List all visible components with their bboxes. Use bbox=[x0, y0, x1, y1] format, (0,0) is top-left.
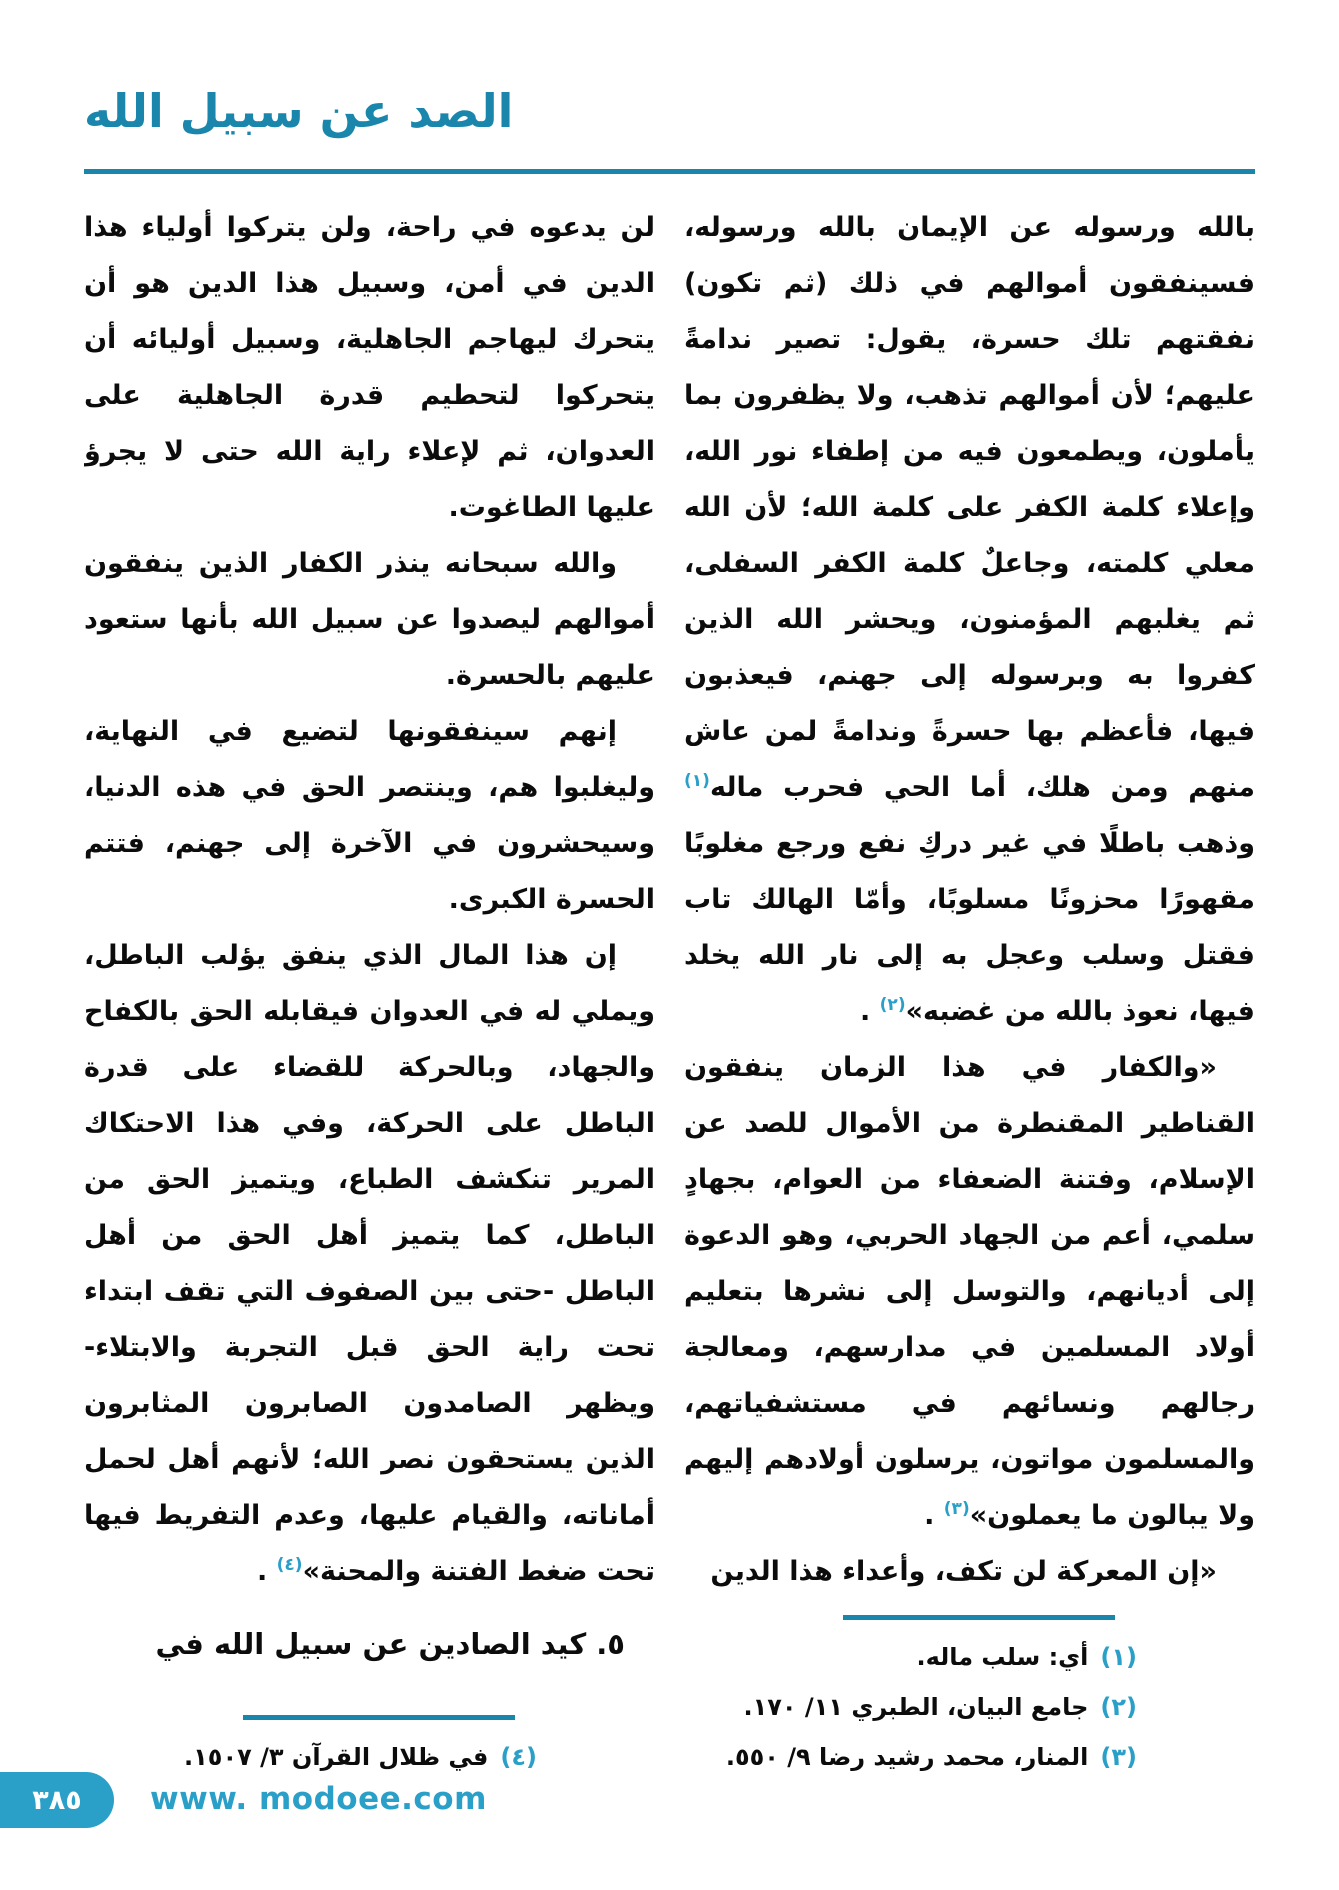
footnote-marker: (٢) bbox=[879, 995, 906, 1015]
footnote bbox=[684, 1682, 1255, 1732]
footnote bbox=[684, 1732, 1255, 1782]
footnote-number: (١) bbox=[1100, 1643, 1137, 1671]
body-paragraph: إن هذا المال الذي ينفق يؤلب الباطل، ويملي له في العدوان فيقابله الحق بالكفاح والجهاد، وبالحركة للقضاء على قدرة الباطل على الحركة، وفي هذا الاحتكاك المرير تنكشف الطباع، ويتميز الحق من الباطل، كما يتميز أهل الحق من أهل الباطل -حتى بين الصفوف التي تقف ابتداء تحت راية الحق قبل التجربة والابتلاء- ويظهر الصامدون الصابرون المثابرون الذين يستحقون نصر الله؛ لأنهم أهل لحمل أماناته، والقيام عليها، وعدم التفريط فيها تحت ضغط الفتنة والمحنة»$^{(٤)}$ . bbox=[84, 940, 655, 1587]
header-rule bbox=[84, 169, 1255, 174]
column-left bbox=[84, 200, 655, 1788]
body-paragraph: والله سبحانه ينذر الكفار الذين ينفقون أموالهم ليصدوا عن سبيل الله بأنها ستعود عليهم بالحسرة. bbox=[84, 548, 655, 691]
body-paragraph: «والكفار في هذا الزمان ينفقون القناطير المقنطرة من الأموال للصد عن الإسلام، وفتنة الضعفاء من العوام، بجهادٍ سلمي، أعم من الجهاد الحربي، وهو الدعوة إلى أديانهم، والتوسل إلى نشرها بتعليم أولاد المسلمين في مدارسهم، ومعالجة رجالهم ونسائهم في مستشفياتهم، والمسلمون مواتون، يرسلون أولادهم إليهم ولا يبالون ما يعملون»$^{(٣)}$ . bbox=[684, 1052, 1255, 1531]
footnote-number: (٤) bbox=[500, 1743, 537, 1771]
column-right bbox=[684, 200, 1255, 1788]
footnote-text: المنار، محمد رشيد رضا ٩/ ٥٥٠. bbox=[725, 1743, 1089, 1771]
body-paragraph: إنهم سينفقونها لتضيع في النهاية، وليغلبوا هم، وينتصر الحق في هذه الدنيا، وسيحشرون في الآخرة إلى جهنم، فتتم الحسرة الكبرى. bbox=[84, 716, 655, 915]
footnote-marker: (١) bbox=[684, 771, 710, 791]
footnote-divider bbox=[843, 1615, 1115, 1620]
footnote-number: (٢) bbox=[1100, 1693, 1137, 1721]
website-url: www. modoee.com bbox=[150, 1781, 487, 1817]
section-heading: ٥. كيد الصادين عن سبيل الله في bbox=[155, 1627, 625, 1661]
footnote-text: جامع البيان، الطبري ١١/ ١٧٠. bbox=[743, 1693, 1089, 1721]
footnote-text: أي: سلب ماله. bbox=[916, 1643, 1089, 1671]
footnote-marker: (٣) bbox=[943, 1499, 970, 1519]
column-right-paragraphs bbox=[684, 200, 1255, 1600]
page-number: ٣٨٥ bbox=[32, 1784, 82, 1816]
footnote bbox=[684, 1632, 1255, 1682]
footnote bbox=[84, 1732, 655, 1782]
column-left-footnotes bbox=[84, 1715, 655, 1788]
footnote-number: (٣) bbox=[1100, 1743, 1137, 1771]
footnote-text: في ظلال القرآن ٣/ ١٥٠٧. bbox=[184, 1743, 489, 1771]
column-left-paragraphs bbox=[84, 200, 655, 1672]
body-paragraph: «إن المعركة لن تكف، وأعداء هذا الدين bbox=[710, 1556, 1217, 1587]
running-head-title: الصد عن سبيل الله bbox=[84, 84, 514, 138]
body-paragraph: بالله ورسوله عن الإيمان بالله ورسوله، فسينفقون أموالهم في ذلك (ثم تكون) نفقتهم تلك حسرة، يقول: تصير ندامةً عليهم؛ لأن أموالهم تذهب، ولا يظفرون بما يأملون، ويطمعون فيه من إطفاء نور الله، وإعلاء كلمة الكفر على كلمة الله؛ لأن الله معلي كلمته، وجاعلٌ كلمة الكفر السفلى، ثم يغلبهم المؤمنون، ويحشر الله الذين كفروا به وبرسوله إلى جهنم، فيعذبون فيها، فأعظم بها حسرةً وندامةً لمن عاش منهم ومن هلك، أما الحي فحرب ماله$^{(١)}$ وذهب باطلًا في غير دركِ نفع ورجع مغلوبًا مقهورًا محزونًا مسلوبًا، وأمّا الهالك تاب فقتل وسلب وعجل به إلى نار الله يخلد فيها، نعوذ بالله من غضبه»$^{(٢)}$ . bbox=[684, 212, 1255, 1027]
footnote-marker: (٤) bbox=[276, 1555, 303, 1575]
column-right-footnotes bbox=[684, 1615, 1255, 1788]
page-number-badge bbox=[0, 1772, 114, 1828]
footnote-divider bbox=[243, 1715, 515, 1720]
body-paragraph: لن يدعوه في راحة، ولن يتركوا أولياء هذا الدين في أمن، وسبيل هذا الدين هو أن يتحرك ليهاجم الجاهلية، وسبيل أوليائه أن يتحركوا لتحطيم قدرة الجاهلية على العدوان، ثم لإعلاء راية الله حتى لا يجرؤ عليها الطاغوت. bbox=[84, 212, 655, 523]
